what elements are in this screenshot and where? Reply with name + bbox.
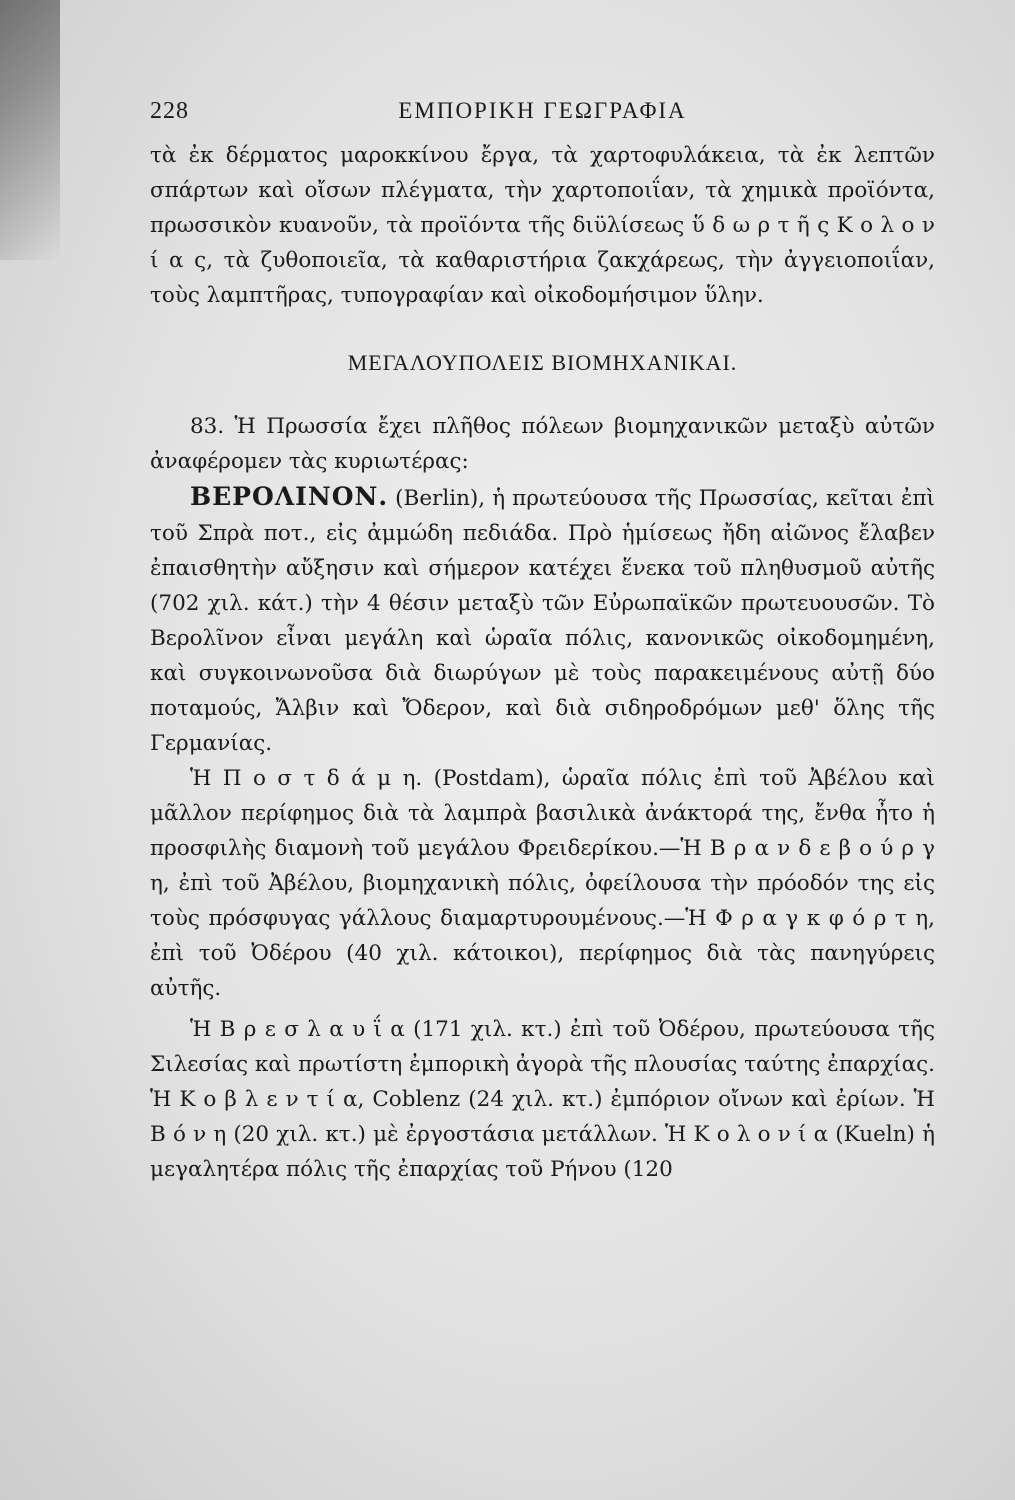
- paragraph-83: 83. Ἡ Πρωσσία ἔχει πλῆθος πόλεων βιομηχανικῶν μεταξὺ αὐτῶν ἀναφέρομεν τὰς κυριωτέρας:: [150, 414, 935, 474]
- breslau-paragraph: Ἡ Β ρ ε σ λ α υ ΐ α (171 χιλ. κτ.) ἐπὶ τοῦ Ὀδέρου, πρωτεύουσα τῆς Σιλεσίας καὶ πρωτίστη ἐμπορικὴ ἀγορὰ τῆς πλουσίας ταύτης ἐπαρχίας. Ἡ Κ ο β λ ε ν τ ί α, Coblenz (24 χιλ. κτ.) ἐμπόριον οἴνων καὶ ἐρίων. Ἡ Β ό ν η (20 χιλ. κτ.) μὲ ἐργοστάσια μετάλλων. Ἡ Κ ο λ ο ν ί α (Kueln) ἡ μεγαλητέρα πόλις τῆς ἐπαρχίας τοῦ Ρήνου (120: [150, 1017, 935, 1182]
- intro-paragraph: τὰ ἐκ δέρματος μαροκκίνου ἔργα, τὰ χαρτοφυλάκεια, τὰ ἐκ λεπτῶν σπάρτων καὶ οἴσων πλέγματα, τὴν χαρτοποιΐαν, τὰ χημικὰ προϊόντα, πρωσσικὸν κυανοῦν, τὰ προϊόντα τῆς διϋλίσεως ὕ δ ω ρ τ ῆ ς Κ ο λ ο ν ί α ς, τὰ ζυθοποιεῖα, τὰ καθαριστήρια ζακχάρεως, τὴν ἀγγειοποιΐαν, τοὺς λαμπτῆρας, τυπογραφίαν καὶ οἰκοδομήσιμον ὕλην.: [150, 143, 935, 308]
- page-number: 228: [150, 98, 189, 124]
- berlin-text: (Berlin), ἡ πρωτεύουσα τῆς Πρωσσίας, κεῖται ἐπὶ τοῦ Σπρὰ ποτ., εἰς ἀμμώδη πεδιάδα. Πρὸ ἡμίσεως ἤδη αἰῶνος ἔλαβεν ἐπαισθητὴν αὔξησιν καὶ σήμερον κατέχει ἕνεκα τοῦ πληθυσμοῦ αὐτῆς (702 χιλ. κάτ.) τὴν 4 θέσιν μεταξὺ τῶν Εὐρωπαϊκῶν πρωτευουσῶν. Τὸ Βερολῖνον εἶναι μεγάλη καὶ ὡραῖα πόλις, κανονικῶς οἰκοδομημένη, καὶ συγκοινωνοῦσα διὰ διωρύγων μὲ τοὺς παρακειμένους αὐτῇ δύο ποταμούς, Ἄλβιν καὶ Ὄδερον, καὶ διὰ σιδηροδρόμων μεθ' ὅλης τῆς Γερμανίας.: [150, 486, 935, 756]
- potsdam-paragraph: Ἡ Π ο σ τ δ ά μ η. (Postdam), ὡραῖα πόλις ἐπὶ τοῦ Ἀβέλου καὶ μᾶλλον περίφημος διὰ τὰ λαμπρὰ βασιλικὰ ἀνάκτορά της, ἔνθα ἦτο ἡ προσφιλὴς διαμονὴ τοῦ μεγάλου Φρειδερίκου.—Ἡ Β ρ α ν δ ε β ο ύ ρ γ η, ἐπὶ τοῦ Ἀβέλου, βιομηχανικὴ πόλις, ὀφείλουσα τὴν πρόοδόν της εἰς τοὺς πρόσφυγας γάλλους διαμαρτυρουμένους.—Ἡ Φ ρ α γ κ φ ό ρ τ η, ἐπὶ τοῦ Ὀδέρου (40 χιλ. κάτοικοι), περίφημος διὰ τὰς πανηγύρεις αὐτῆς.: [150, 766, 935, 1001]
- running-head: [150, 98, 935, 138]
- page-edge-shadow: [0, 0, 60, 260]
- berlin-heading: ΒΕΡΟΛΙΝΟΝ.: [190, 482, 389, 511]
- running-title: ΕΜΠΟΡΙΚΗ ΓΕΩΓΡΑΦΙΑ: [398, 98, 687, 123]
- section-heading: ΜΕΓΑΛΟΥΠΟΛΕΙΣ ΒΙΟΜΗΧΑΝΙΚΑΙ.: [347, 350, 738, 375]
- page-content: [150, 98, 935, 1187]
- berlin-paragraph: [150, 479, 935, 761]
